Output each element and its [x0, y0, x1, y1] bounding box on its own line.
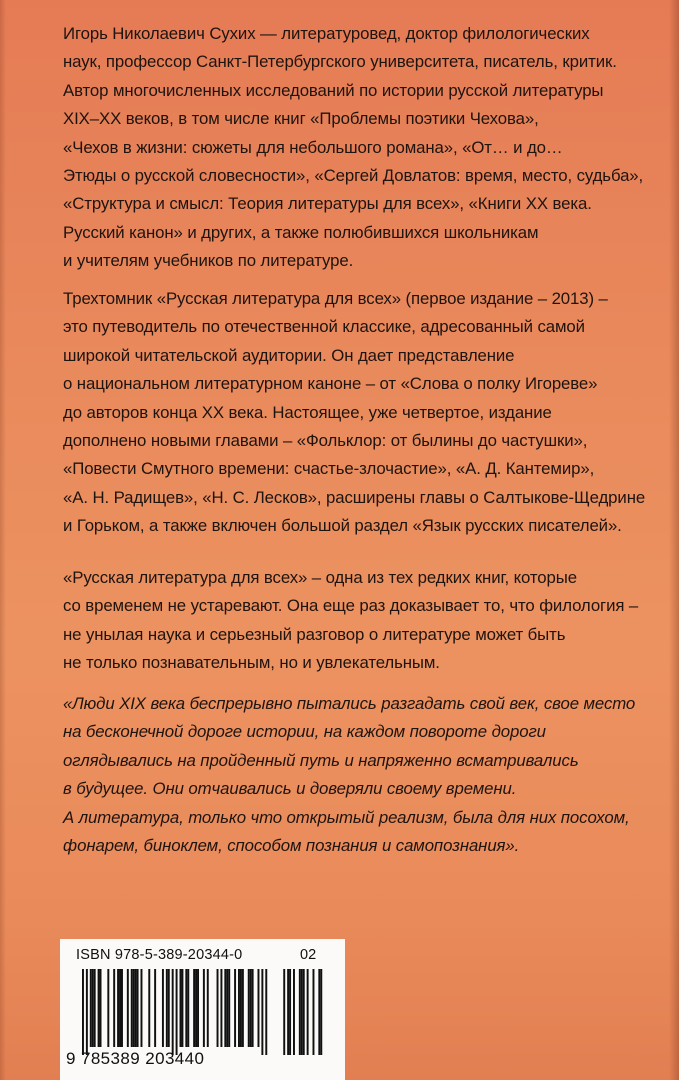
about-line: и Горьком, а также включен большой раздел «Язык русских писателей». [63, 516, 622, 536]
barcode-addon-bar [320, 969, 322, 1055]
isbn-label: ISBN 978-5-389-20344-0 [76, 947, 243, 963]
quote-line: А литература, только что открытый реализм, была для них посохом, [63, 807, 630, 827]
barcode-bar [154, 969, 156, 1047]
barcode-bar [187, 969, 189, 1047]
about-line: широкой читательской аудитории. Он дает представление [63, 345, 515, 365]
barcode-bar [242, 969, 244, 1047]
barcode-bar [240, 969, 242, 1047]
barcode-bar [193, 969, 195, 1047]
barcode-bar [234, 969, 236, 1047]
barcode-guard-bar [82, 969, 84, 1055]
barcode-bar [207, 969, 209, 1047]
barcode-bar [228, 969, 230, 1047]
barcode-addon-bar [289, 969, 291, 1055]
barcode-bar [119, 969, 121, 1047]
barcode-bar [197, 969, 199, 1047]
bio-line: «Чехов в жизни: сюжеты для небольшого романа», «От… и до… [63, 137, 563, 157]
barcode-bar [185, 969, 187, 1047]
barcode-bar [117, 969, 119, 1047]
barcode-bar [100, 969, 102, 1047]
barcode-guard-bar [261, 969, 263, 1055]
review-line: со временем не устаревают. Она еще раз доказывает то, что филология – [63, 596, 639, 616]
bio-line: Игорь Николаевич Сухих — литературовед, доктор филологических [63, 24, 590, 43]
quote-line: фонарем, биноклем, способом познания и самопознания». [63, 836, 520, 856]
bio-line: Русский канон» и других, а также полюбившихся школьникам [63, 222, 539, 242]
about-line: это путеводитель по отечественной классике, адресованный самой [63, 317, 585, 337]
barcode-addon-code: 02 [300, 947, 317, 963]
about-line: «Повести Смутного времени: счастье-злочастие», «А. Д. Кантемир», [63, 459, 595, 479]
barcode-bar [162, 969, 164, 1047]
barcode-bar [94, 969, 96, 1047]
barcode-bar [217, 969, 219, 1047]
barcode-bar [98, 969, 100, 1047]
review-line: не унылая наука и серьезный разговор о литературе может быть [63, 624, 566, 644]
barcode-guard-bar [172, 969, 174, 1055]
barcode-guard-bar [176, 969, 178, 1055]
barcode-addon-bar [293, 969, 295, 1055]
author-bio-paragraph [63, 20, 644, 276]
barcode-bar [113, 969, 115, 1047]
barcode-bar [166, 969, 168, 1047]
quote-line: на бесконечной дороге истории, на каждом повороте дороги [63, 722, 546, 742]
review-line: не только познавательным, но и увлекательным. [63, 653, 440, 673]
review-paragraph [63, 564, 639, 678]
barcode-bar [203, 969, 205, 1047]
barcode-guard-bar [86, 969, 88, 1055]
about-line: о национальном литературном каноне – от «Слова о полку Игореве» [63, 374, 598, 394]
barcode-bar [121, 969, 123, 1047]
bio-line: XIX–XX веков, в том числе книг «Проблемы поэтики Чехова», [63, 109, 539, 129]
barcode-bar [220, 969, 222, 1047]
bio-line: наук, профессор Санкт-Петербургского университета, писатель, критик. [63, 52, 617, 72]
barcode-bar [258, 969, 260, 1047]
barcode-addon-bar [307, 969, 309, 1055]
barcode-bar [141, 969, 143, 1047]
bio-line: «Структура и смысл: Теория литературы для всех», «Книги XX века. [63, 194, 592, 214]
book-description-paragraph [63, 285, 646, 541]
barcode-addon-bar [283, 969, 285, 1055]
about-line: до авторов конца XX века. Настоящее, уже четвертое, издание [63, 402, 552, 422]
barcode-bar [224, 969, 226, 1047]
barcode-addon-bar [299, 969, 301, 1055]
barcode-bar [168, 969, 170, 1047]
barcode-bar [180, 969, 182, 1047]
barcode-bar [135, 969, 137, 1047]
about-line: дополнено новыми главами – «Фольклор: от былины до частушки», [63, 431, 588, 451]
barcode-bar [238, 969, 240, 1047]
cover-left-edge-shadow [0, 0, 6, 1080]
quote-line: оглядывались на пройденный путь и напряженно всматривались [63, 750, 579, 770]
barcode-bar [181, 969, 183, 1047]
barcode-bar [248, 969, 250, 1047]
barcode-addon-bar [303, 969, 305, 1055]
barcode-bar [195, 969, 197, 1047]
ean-digits: 9 785389 203440 [66, 1049, 205, 1068]
barcode-bar [131, 969, 133, 1047]
cover-right-edge-shadow [669, 0, 679, 1080]
barcode-addon-bar [318, 969, 320, 1055]
bio-line: Автор многочисленных исследований по истории русской литературы [63, 80, 604, 100]
quote-line: в будущее. Они отчаивались и доверяли своему времени. [63, 779, 517, 799]
barcode-addon-bar [313, 969, 315, 1055]
barcode-bar [127, 969, 129, 1047]
barcode-bar [92, 969, 94, 1047]
barcode-bar [226, 969, 228, 1047]
about-line: Трехтомник «Русская литература для всех» (первое издание – 2013) – [63, 289, 608, 308]
barcode-bar [252, 969, 254, 1047]
bio-line: Этюды о русской словесности», «Сергей Довлатов: время, место, судьба», [63, 166, 644, 186]
barcode-bar [107, 969, 109, 1047]
quote-line: «Люди XIX века беспрерывно пытались разгадать свой век, свое место [63, 694, 636, 713]
review-line: «Русская литература для всех» – одна из тех редких книг, которые [63, 568, 577, 587]
barcode-addon-bar [301, 969, 303, 1055]
barcode-addon-bar [287, 969, 289, 1055]
barcode-bar [133, 969, 135, 1047]
barcode-bar [137, 969, 139, 1047]
isbn-barcode-panel [60, 939, 345, 1080]
barcode-guard-bar [265, 969, 267, 1055]
barcode-bar [148, 969, 150, 1047]
barcode-bar [90, 969, 92, 1047]
barcode-bar [250, 969, 252, 1047]
bio-line: и учителям учебников по литературе. [63, 251, 354, 271]
about-line: «А. Н. Радищев», «Н. С. Лесков», расширены главы о Салтыкове-Щедрине [63, 487, 646, 507]
quote-paragraph [63, 690, 636, 860]
